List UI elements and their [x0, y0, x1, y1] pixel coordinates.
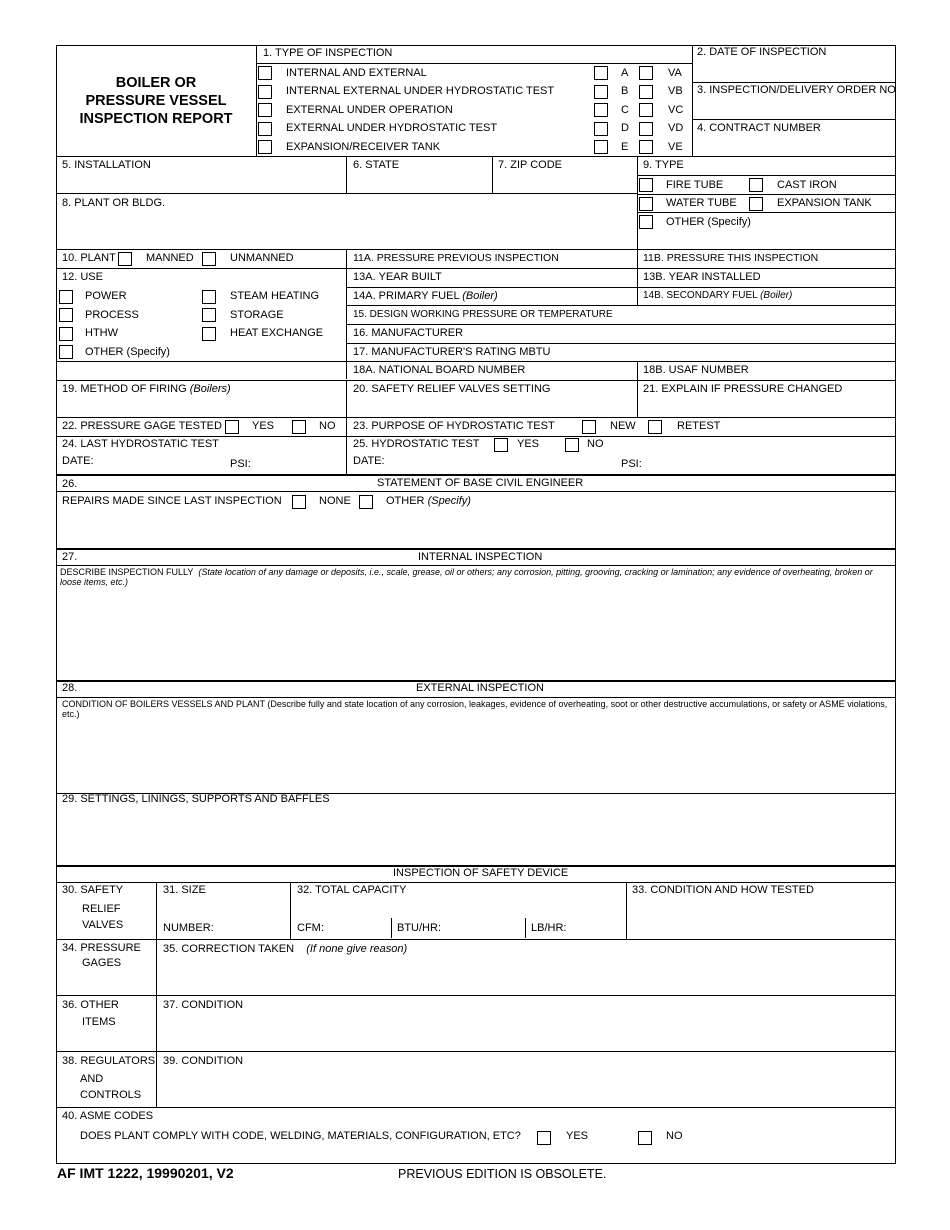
field-13b-label: 13B. YEAR INSTALLED [643, 271, 761, 283]
field-18a-label: 18A. NATIONAL BOARD NUMBER [353, 364, 526, 376]
asme-yes-label: YES [566, 1130, 589, 1142]
purpose-new-label: NEW [610, 420, 636, 432]
field-30-label-3: VALVES [82, 919, 124, 931]
field-25-date-label: DATE: [353, 455, 385, 467]
type-checkbox[interactable] [258, 140, 272, 154]
repairs-none-checkbox[interactable] [292, 495, 306, 509]
field-10-label: 10. PLANT [62, 252, 116, 264]
gage-no-checkbox[interactable] [292, 420, 306, 434]
section-27-heading: INTERNAL INSPECTION [418, 551, 543, 563]
type-code: C [621, 104, 629, 116]
type-code: D [621, 122, 629, 134]
code-checkbox[interactable] [594, 85, 608, 99]
unmanned-label: UNMANNED [230, 252, 294, 264]
field-27-text: DESCRIBE INSPECTION FULLY [60, 567, 194, 577]
section-28-heading: EXTERNAL INSPECTION [416, 682, 544, 694]
asme-no-checkbox[interactable] [638, 1131, 652, 1145]
type-checkbox[interactable] [258, 66, 272, 80]
field-14a-label [353, 290, 498, 302]
code-checkbox[interactable] [594, 66, 608, 80]
fire-tube-checkbox[interactable] [639, 178, 653, 192]
use-process-checkbox[interactable] [59, 308, 73, 322]
field-14a-text: 14A. PRIMARY FUEL [353, 290, 460, 302]
type-other-label: OTHER (Specify) [666, 216, 751, 228]
field-24-date-label: DATE: [62, 455, 94, 467]
type-checkbox[interactable] [258, 85, 272, 99]
field-39-label: 39. CONDITION [163, 1055, 244, 1067]
use-power-checkbox[interactable] [59, 290, 73, 304]
field-19-label [62, 383, 231, 395]
field-9-label: 9. TYPE [643, 159, 684, 171]
code-checkbox[interactable] [594, 140, 608, 154]
field-21-label: 21. EXPLAIN IF PRESSURE CHANGED [643, 383, 843, 395]
section-26-heading: STATEMENT OF BASE CIVIL ENGINEER [377, 477, 584, 489]
field-34-label: 34. PRESSURE [62, 942, 141, 954]
use-heat-label: HEAT EXCHANGE [230, 327, 324, 339]
expansion-tank-label: EXPANSION TANK [777, 197, 872, 209]
manned-checkbox[interactable] [118, 252, 132, 266]
field-14b-note: (Boiler) [760, 290, 793, 301]
field-25-psi-label: PSI: [621, 458, 642, 470]
sub-code: VE [668, 141, 683, 153]
field-23-label: 23. PURPOSE OF HYDROSTATIC TEST [353, 420, 555, 432]
repairs-other-label [386, 495, 471, 507]
gage-yes-label: YES [252, 420, 275, 432]
code-checkbox[interactable] [594, 122, 608, 136]
use-storage-checkbox[interactable] [202, 308, 216, 322]
type-label: INTERNAL AND EXTERNAL [286, 67, 427, 79]
field-34-label-2: GAGES [82, 957, 122, 969]
use-other-checkbox[interactable] [59, 345, 73, 359]
field-6-label: 6. STATE [353, 159, 400, 171]
use-other-label: OTHER (Specify) [85, 346, 170, 358]
sub-code: VC [668, 104, 684, 116]
field-18b-label: 18B. USAF NUMBER [643, 364, 749, 376]
purpose-retest-checkbox[interactable] [648, 420, 662, 434]
hydro-yes-label: YES [517, 438, 540, 450]
gage-yes-checkbox[interactable] [225, 420, 239, 434]
field-28-description: CONDITION OF BOILERS VESSELS AND PLANT (Describe fully and state location of any corrosion, leakages, evidence of overheating, soot or other destructive accumulations, or safety or ASME violations, etc.) [62, 699, 888, 719]
field-32-label: 32. TOTAL CAPACITY [297, 884, 407, 896]
use-process-label: PROCESS [85, 309, 139, 321]
field-4-label: 4. CONTRACT NUMBER [697, 122, 821, 134]
water-tube-label: WATER TUBE [666, 197, 737, 209]
btu-label: BTU/HR: [397, 922, 441, 934]
hydro-no-checkbox[interactable] [565, 438, 579, 452]
form-id: AF IMT 1222, 19990201, V2 [57, 1165, 234, 1181]
repairs-other-checkbox[interactable] [359, 495, 373, 509]
title-line: BOILER OR [115, 75, 197, 91]
field-30-label-2: RELIEF [82, 903, 121, 915]
field-27-description [60, 567, 894, 587]
field-15-label: 15. DESIGN WORKING PRESSURE OR TEMPERATURE [353, 309, 613, 320]
field-30-label: 30. SAFETY [62, 884, 124, 896]
sub-checkbox[interactable] [639, 103, 653, 117]
repairs-none-label: NONE [319, 495, 351, 507]
type-label: EXTERNAL UNDER OPERATION [286, 104, 453, 116]
cast-iron-checkbox[interactable] [749, 178, 763, 192]
obsolete-note: PREVIOUS EDITION IS OBSOLETE. [398, 1167, 607, 1181]
use-hthw-checkbox[interactable] [59, 327, 73, 341]
type-code: E [621, 141, 629, 153]
field-11a-label: 11A. PRESSURE PREVIOUS INSPECTION [353, 252, 559, 264]
field-38-label: 38. REGULATORS [62, 1055, 156, 1067]
repairs-label: REPAIRS MADE SINCE LAST INSPECTION [62, 495, 282, 507]
sub-checkbox[interactable] [639, 66, 653, 80]
sub-code: VB [668, 85, 683, 97]
field-40-label: 40. ASME CODES [62, 1110, 154, 1122]
hydro-no-label: NO [587, 438, 604, 450]
asme-no-label: NO [666, 1130, 683, 1142]
type-code: B [621, 85, 629, 97]
sub-checkbox[interactable] [639, 140, 653, 154]
use-power-label: POWER [85, 290, 127, 302]
manned-label: MANNED [146, 252, 194, 264]
expansion-tank-checkbox[interactable] [749, 197, 763, 211]
water-tube-checkbox[interactable] [639, 197, 653, 211]
field-28-number: 28. [62, 682, 78, 694]
field-7-label: 7. ZIP CODE [498, 159, 562, 171]
sub-code: VD [668, 122, 684, 134]
field-25-label: 25. HYDROSTATIC TEST [353, 438, 480, 450]
field-38-label-2: AND [80, 1073, 104, 1085]
section-safety-heading: INSPECTION OF SAFETY DEVICE [393, 867, 569, 879]
use-steam-label: STEAM HEATING [230, 290, 320, 302]
field-20-label: 20. SAFETY RELIEF VALVES SETTING [353, 383, 551, 395]
field-24-label: 24. LAST HYDROSTATIC TEST [62, 438, 219, 450]
field-29-label: 29. SETTINGS, LININGS, SUPPORTS AND BAFFLES [62, 793, 330, 805]
field-24-psi-label: PSI: [230, 458, 251, 470]
title-line: PRESSURE VESSEL [85, 93, 227, 109]
number-label: NUMBER: [163, 922, 214, 934]
repairs-other-note: (Specify) [427, 495, 471, 507]
lb-label: LB/HR: [531, 922, 567, 934]
field-36-label-2: ITEMS [82, 1016, 116, 1028]
type-checkbox[interactable] [258, 103, 272, 117]
type-other-checkbox[interactable] [639, 215, 653, 229]
field-2-label: 2. DATE OF INSPECTION [697, 46, 827, 58]
field-37-label: 37. CONDITION [163, 999, 244, 1011]
field-38-label-3: CONTROLS [80, 1089, 142, 1101]
code-checkbox[interactable] [594, 103, 608, 117]
use-steam-checkbox[interactable] [202, 290, 216, 304]
field-35-note: (If none give reason) [306, 943, 408, 955]
field-35-text: 35. CORRECTION TAKEN [163, 943, 295, 955]
field-17-label: 17. MANUFACTURER'S RATING MBTU [353, 346, 551, 358]
type-label: INTERNAL EXTERNAL UNDER HYDROSTATIC TEST [286, 85, 555, 97]
field-19-text: 19. METHOD OF FIRING [62, 383, 187, 395]
field-27-note: (State location of any damage or deposits, i.e., scale, grease, oil or others; any corrosion, pitting, grooving, cracking or lamination; any evidence of overheating, broken or loose items, etc.) [60, 567, 873, 587]
asme-yes-checkbox[interactable] [537, 1131, 551, 1145]
type-code: A [621, 67, 629, 79]
field-14b-label [643, 290, 792, 301]
use-heat-checkbox[interactable] [202, 327, 216, 341]
use-storage-label: STORAGE [230, 309, 284, 321]
sub-code: VA [668, 67, 682, 79]
type-label: EXPANSION/RECEIVER TANK [286, 141, 441, 153]
gage-no-label: NO [319, 420, 336, 432]
repairs-other-text: OTHER [386, 495, 425, 507]
field-35-label [163, 943, 407, 955]
field-11b-label: 11B. PRESSURE THIS INSPECTION [643, 252, 819, 264]
field-33-label: 33. CONDITION AND HOW TESTED [632, 884, 814, 896]
field-13a-label: 13A. YEAR BUILT [353, 271, 442, 283]
hydro-yes-checkbox[interactable] [494, 438, 508, 452]
field-26-number: 26. [62, 478, 78, 490]
type-label: EXTERNAL UNDER HYDROSTATIC TEST [286, 122, 498, 134]
field-16-label: 16. MANUFACTURER [353, 327, 464, 339]
field-19-note: (Boilers) [189, 383, 231, 395]
field-5-label: 5. INSTALLATION [62, 159, 151, 171]
fire-tube-label: FIRE TUBE [666, 179, 724, 191]
field-3-label: 3. INSPECTION/DELIVERY ORDER NO [697, 84, 896, 96]
field-22-label: 22. PRESSURE GAGE TESTED [62, 420, 222, 432]
field-36-label: 36. OTHER [62, 999, 119, 1011]
use-hthw-label: HTHW [85, 327, 118, 339]
sub-checkbox[interactable] [639, 122, 653, 136]
field-14b-text: 14B. SECONDARY FUEL [643, 290, 758, 301]
field-12-label: 12. USE [62, 271, 103, 283]
purpose-new-checkbox[interactable] [582, 420, 596, 434]
field-27-number: 27. [62, 551, 78, 563]
cfm-label: CFM: [297, 922, 324, 934]
field-31-label: 31. SIZE [163, 884, 206, 896]
field-8-label: 8. PLANT OR BLDG. [62, 197, 166, 209]
unmanned-checkbox[interactable] [202, 252, 216, 266]
field-40-question: DOES PLANT COMPLY WITH CODE, WELDING, MATERIALS, CONFIGURATION, ETC? [80, 1130, 521, 1142]
cast-iron-label: CAST IRON [777, 179, 837, 191]
field-14a-note: (Boiler) [462, 290, 498, 302]
type-checkbox[interactable] [258, 122, 272, 136]
sub-checkbox[interactable] [639, 85, 653, 99]
title-line: INSPECTION REPORT [79, 111, 233, 127]
form-title [56, 74, 256, 128]
field-1-label: 1. TYPE OF INSPECTION [263, 47, 393, 59]
purpose-retest-label: RETEST [677, 420, 721, 432]
